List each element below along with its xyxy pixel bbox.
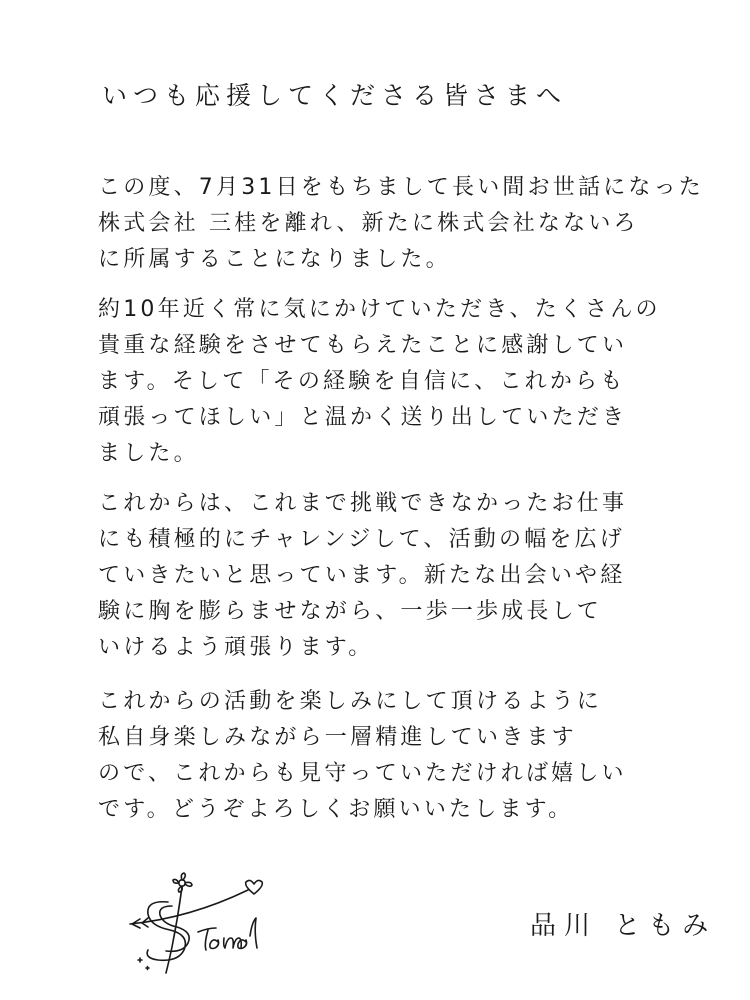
signature-name: 品川 ともみ — [530, 911, 717, 941]
text-line: いけるよう頑張ります。 — [98, 635, 374, 660]
text-line: ので、これからも見守っていただければ嬉しい — [98, 761, 627, 786]
text-line: 頑張ってほしい」と温かく送り出していただき — [98, 405, 628, 430]
text-line: ていきたいと思っています。新たな出会いや経 — [98, 563, 626, 588]
letter-greeting: いつも応援してくださる皆さまへ — [102, 81, 568, 110]
text-line: ます。そして「その経験を自信に、これからも — [98, 369, 626, 394]
text-line: これからは、これまで挑戦できなかったお仕事 — [98, 491, 628, 516]
text-line: ました。 — [98, 441, 199, 466]
text-line: 私自身楽しみながら一層精進していきます — [98, 725, 577, 750]
text-line: にも積極的にチャレンジして、活動の幅を広げ — [98, 527, 626, 552]
text-line: これからの活動を楽しみにして頂けるように — [98, 689, 603, 714]
text-line: 貴重な経験をさせてもらえたことに感謝してい — [98, 333, 628, 358]
text-line: 株式会社 三桂を離れ、新たに株式会社なないろ — [98, 211, 639, 236]
text-line: 験に胸を膨らませながら、一歩一歩成長して — [98, 599, 603, 624]
text-line: この度、7月31日をもちまして長い間お世話になった — [98, 175, 704, 200]
text-line: に所属することになりました。 — [98, 247, 451, 272]
heart-icon — [246, 880, 263, 894]
text-line: 約10年近く常に気にかけていただき、たくさんの — [98, 297, 661, 322]
text-line: です。どうぞよろしくお願いいたします。 — [98, 797, 574, 822]
handwritten-signature — [120, 872, 280, 977]
